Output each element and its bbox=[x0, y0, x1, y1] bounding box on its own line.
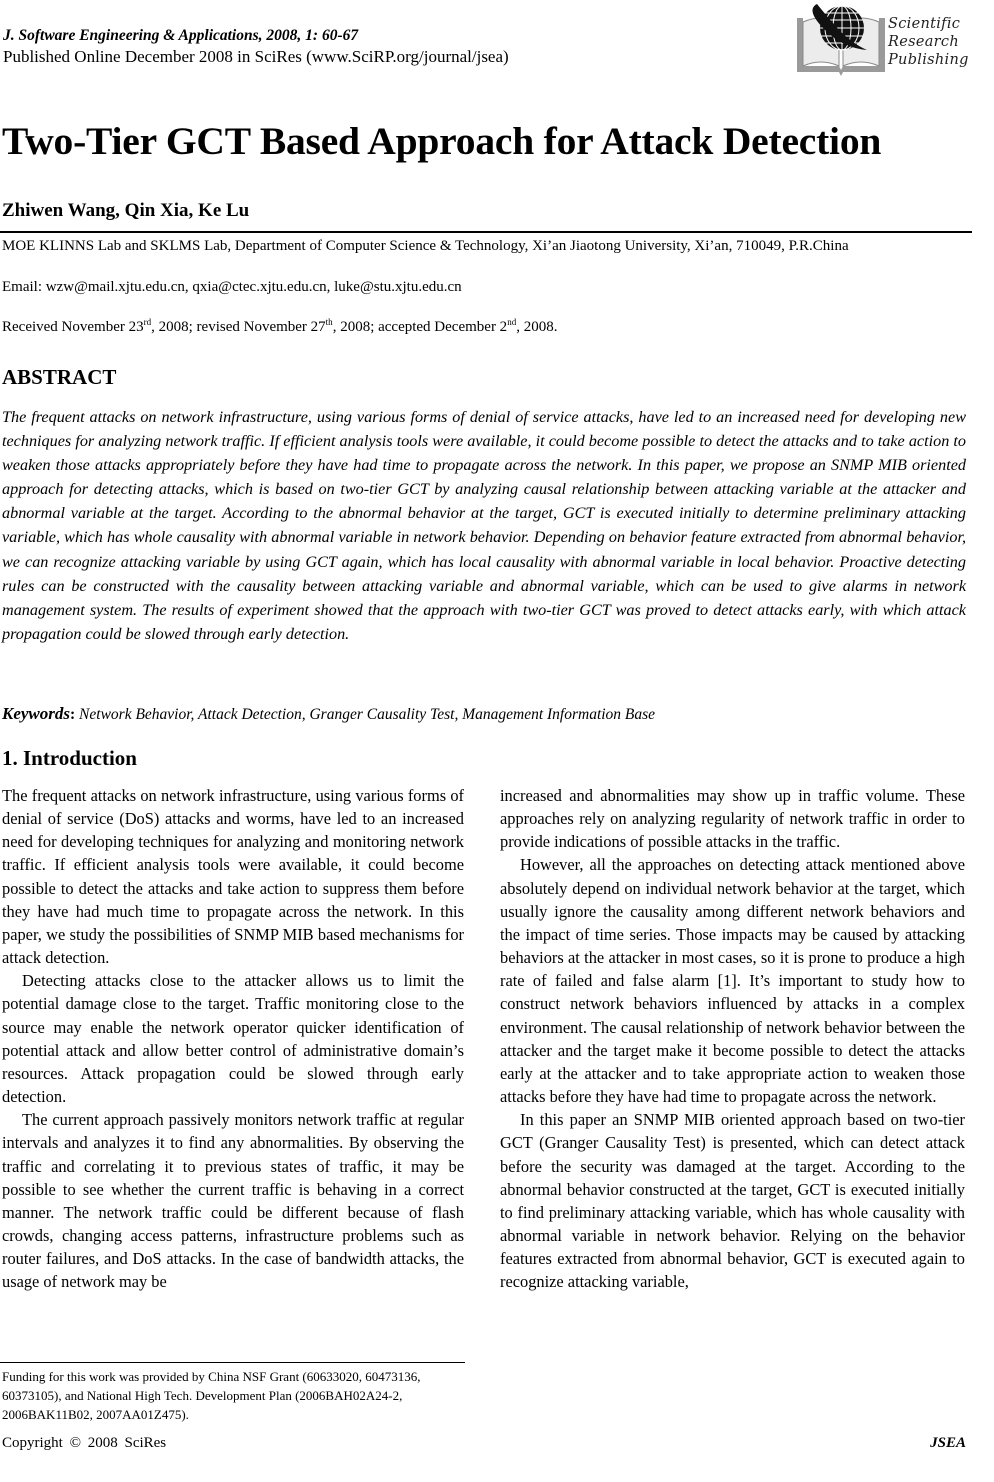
logo-line-scientific: Scientific bbox=[888, 16, 961, 32]
section-heading-introduction: 1. Introduction bbox=[2, 746, 137, 770]
journal-abbreviation: JSEA bbox=[930, 1435, 966, 1451]
journal-citation bbox=[3, 27, 358, 45]
logo-line-publishing: Publishing bbox=[888, 52, 969, 68]
keywords-label: Keywords bbox=[2, 704, 70, 723]
header-divider bbox=[0, 231, 972, 233]
paragraph: increased and abnormalities may show up in traffic volume. These approaches rely on analyzing regularity of network traffic in order to provide indications of possible attacks in the traffic. bbox=[500, 786, 965, 852]
revised-text: , 2008; revised November 27 bbox=[151, 319, 326, 335]
publisher-name bbox=[888, 15, 969, 69]
received-dates bbox=[2, 319, 557, 336]
logo-line-research: Research bbox=[888, 34, 959, 50]
footnote-divider bbox=[0, 1362, 465, 1363]
keywords-list: Network Behavior, Attack Detection, Granger Causality Test, Management Information Base bbox=[79, 706, 656, 723]
keywords-separator: : bbox=[70, 706, 80, 723]
abstract-heading: ABSTRACT bbox=[2, 365, 117, 389]
author-list: Zhiwen Wang, Qin Xia, Ke Lu bbox=[2, 200, 250, 221]
abstract-body: The frequent attacks on network infrastructure, using various forms of denial of service attacks, have led to an increased need for developing new techniques for analyzing network traffic. If efficient analysis tools were available, it could become possible to detect the attacks and to take action to weaken those attacks appropriately before they have had time to propagate across the network. In this paper, we propose an SNMP MIB oriented approach for detecting attacks, which is based on two-tier GCT by analyzing causal relationship between attacking variable at the attacker and abnormal variable at the target. According to the abnormal behavior at the target, GCT is executed initially to determine preliminary attacking variable, which has whole causality with abnormal variable in network behavior. Depending on behavior feature extracted from abnormal behavior, we can recognize attacking variable by using GCT again, which has local causality with abnormal variable in local behavior. Proactive detecting rules can be constructed with the causality between attacking variable and abnormal variable, which can be used to give alarms in network management system. The results of experiment showed that the approach with two-tier GCT was proved to detect attacks early, with which attack propagation could be slowed through early detection. bbox=[2, 408, 966, 643]
ordinal-suffix: rd bbox=[143, 317, 152, 327]
right-column bbox=[500, 784, 965, 1293]
published-online-line: Published Online December 2008 in SciRes (www.SciRP.org/journal/jsea) bbox=[3, 47, 509, 66]
author-emails[interactable]: Email: wzw@mail.xjtu.edu.cn, qxia@ctec.xjtu.edu.cn, luke@stu.xjtu.edu.cn bbox=[2, 279, 462, 295]
paragraph: However, all the approaches on detecting attack mentioned above absolutely depend on individual network behavior at the target, which usually ignore the causality among different network behaviors and the impact of time series. Those impacts may be caused by attacking behaviors at the attacker in most cases, so it is prone to produce a high rate of failed and false alarm [1]. It’s important to study how to construct network behaviors influenced by attacks in a complex environment. The causal relationship of network behavior between the attacker and the target make it become possible to detect the attacks early at the attacker and to take appropriate action to weaken those attacks before they have had time to propagate across the network. bbox=[500, 855, 965, 1107]
paragraph: The current approach passively monitors network traffic at regular intervals and analyzes it to find any abnormalities. By observing the traffic and correlating it to previous states of traffic, it may be possible to see whether the current traffic is behaving in a correct manner. The network traffic could be different because of flash crowds, changing access patterns, infrastructure problems such as router failures, and DoS attacks. In the case of bandwidth attacks, the usage of network may be bbox=[2, 1110, 464, 1292]
keywords bbox=[2, 704, 655, 724]
received-year: , 2008. bbox=[516, 319, 558, 335]
ordinal-suffix: th bbox=[325, 317, 333, 327]
globe-book-icon bbox=[795, 0, 887, 78]
publisher-logo bbox=[795, 0, 980, 78]
paragraph: The frequent attacks on network infrastructure, using various forms of denial of service (DoS) attacks and worms, have led to an increased need for developing techniques for analyzing and monitoring network traffic. If efficient analysis tools were available, it could become possible to detect the attacks and take action to suppress them before they have had much time to propagate across the network. In this paper, we study the possibilities of SNMP MIB based mechanisms for attack detection. bbox=[2, 786, 464, 968]
copyright-notice: Copyright © 2008 SciRes bbox=[2, 1435, 167, 1451]
journal-name: J. Software Engineering & Applications bbox=[3, 27, 259, 44]
ordinal-suffix: nd bbox=[507, 317, 517, 327]
paragraph: In this paper an SNMP MIB oriented approach based on two-tier GCT (Granger Causality Test) is presented, which can detect attack before the security was damaged at the target. According to the abnormal behavior constructed at the target, GCT is executed initially to find preliminary attacking variable, which has whole causality with abnormal variable in network behavior. Relying on the behavior features extracted from abnormal behavior, GCT is executed again to recognize attacking variable, bbox=[500, 1110, 965, 1292]
affiliation: MOE KLINNS Lab and SKLMS Lab, Department of Computer Science & Technology, Xi’an Jiaotong University, Xi’an, 710049, P.R.China bbox=[2, 238, 849, 254]
paper-title: Two-Tier GCT Based Approach for Attack Detection bbox=[2, 119, 882, 163]
left-column bbox=[2, 784, 464, 1293]
journal-volume-pages: , 2008, 1: 60-67 bbox=[258, 27, 359, 44]
received-text: Received November 23 bbox=[2, 319, 144, 335]
paragraph: Detecting attacks close to the attacker allows us to limit the potential damage close to the target. Traffic monitoring close to the source may enable the network operator quicker identification of potential attack and allow better control of administrative domain’s resources. Attack propagation could be slowed through early detection. bbox=[2, 971, 464, 1107]
funding-footnote: Funding for this work was provided by China NSF Grant (60633020, 60473136, 60373105), and National High Tech. Development Plan (2006BAH02A24-2, 2006BAK11B02, 2007AA01Z475). bbox=[2, 1369, 421, 1422]
accepted-text: , 2008; accepted December 2 bbox=[332, 319, 508, 335]
